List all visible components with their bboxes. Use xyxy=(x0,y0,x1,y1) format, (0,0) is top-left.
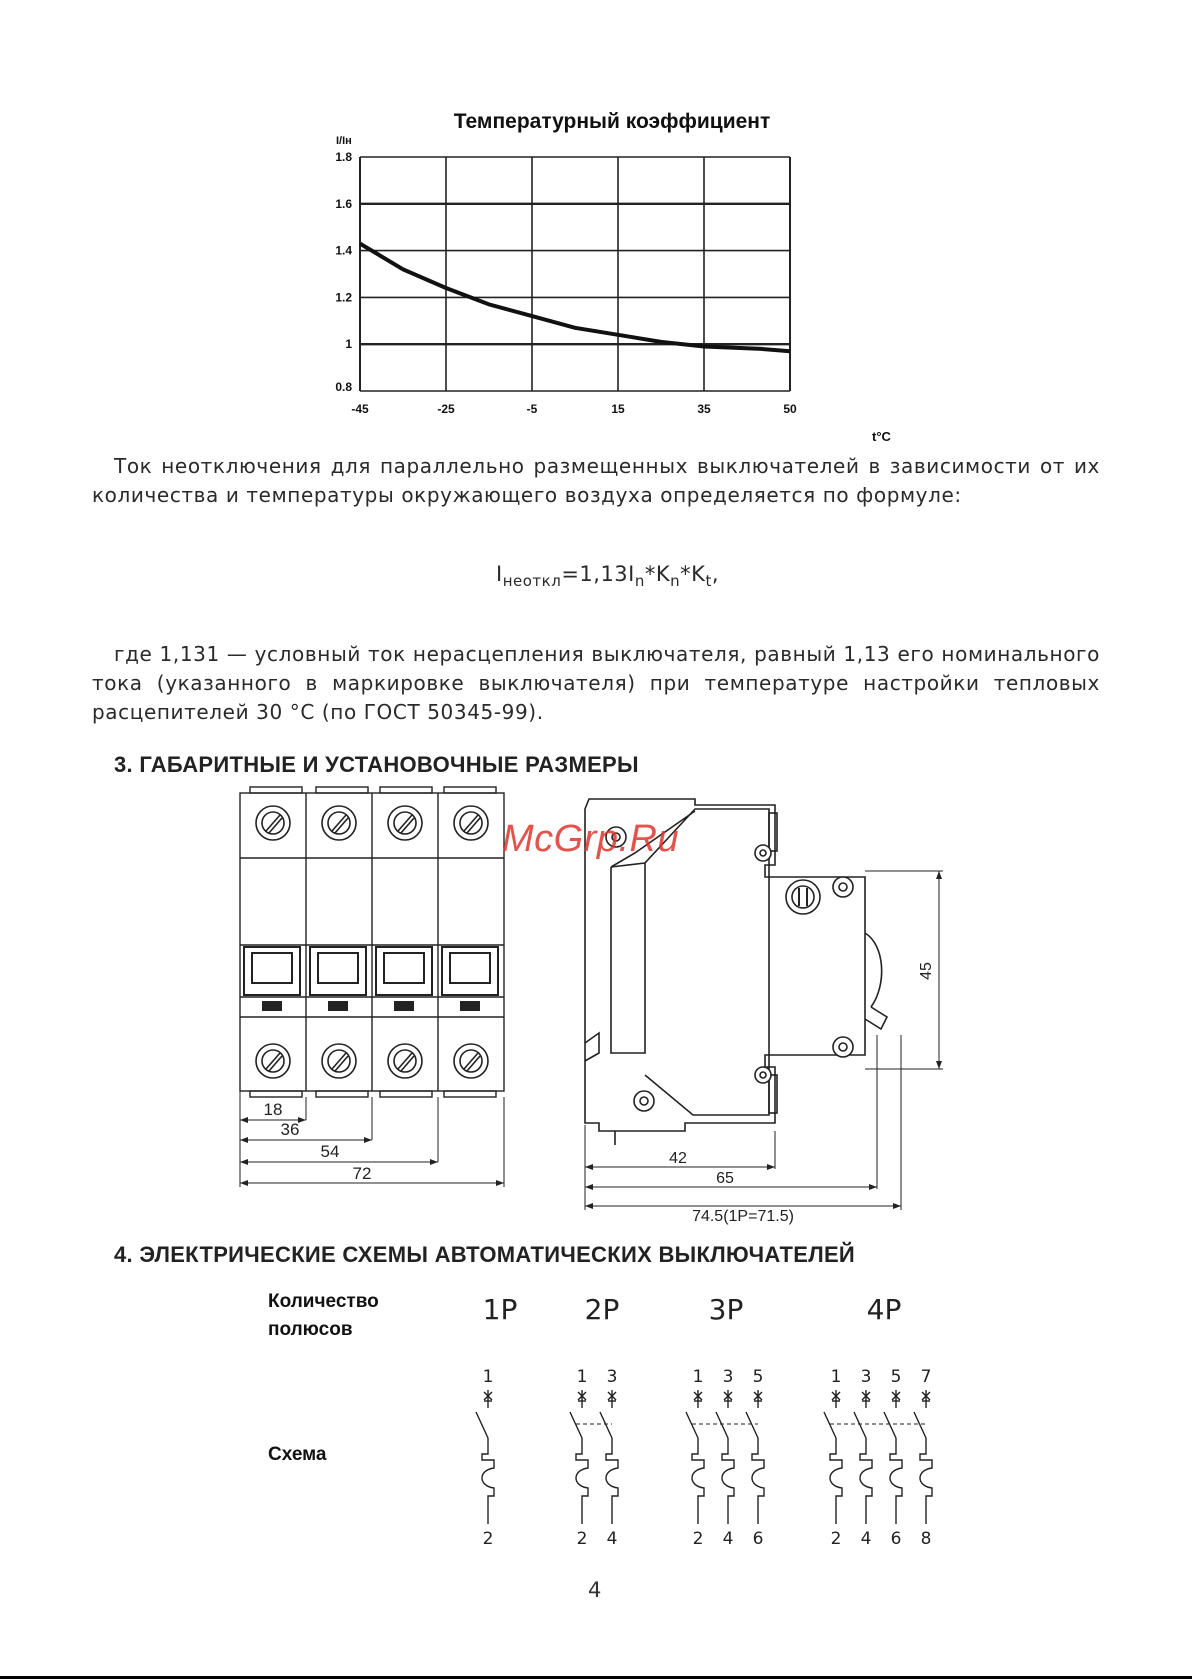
scheme-label: Схема xyxy=(268,1444,327,1465)
y-tick-label: 1.6 xyxy=(335,196,352,211)
dim-74-5: 74.5(1P=71.5) xyxy=(692,1208,794,1225)
terminal-number-bottom: 4 xyxy=(722,1529,734,1549)
x-tick-label: -25 xyxy=(437,402,455,416)
header-4p: 4P xyxy=(866,1293,902,1326)
release-coil xyxy=(860,1438,872,1524)
terminal-number-top: 3 xyxy=(606,1367,618,1387)
switch-blade xyxy=(746,1412,758,1438)
x-axis-label: t°C xyxy=(872,429,891,444)
x-tick-label: 35 xyxy=(697,402,711,416)
terminal-number-top: 1 xyxy=(576,1367,588,1387)
terminal-number-bottom: 2 xyxy=(692,1529,704,1549)
x-tick-label: -5 xyxy=(526,402,538,416)
dim-18: 18 xyxy=(263,1100,283,1119)
release-coil xyxy=(830,1438,842,1524)
release-coil xyxy=(606,1438,618,1524)
terminal-number-top: 5 xyxy=(890,1367,902,1387)
terminal-number-bottom: 6 xyxy=(890,1529,902,1549)
heading-schemes: 4. ЭЛЕКТРИЧЕСКИЕ СХЕМЫ АВТОМАТИЧЕСКИХ ВЫКЛЮЧАТЕЛЕЙ xyxy=(114,1242,856,1267)
formula: $I_{неоткл}=1,13I_n*K_n*K_t$, xyxy=(496,562,720,591)
switch-blade xyxy=(914,1412,926,1438)
paragraph-nontrip-current: Ток неотключения для параллельно размещенных выключателей в зависимости от их количества и температуры окружающего воздуха определяется по формуле: xyxy=(92,454,1100,507)
y-tick-label: 1.8 xyxy=(335,150,352,164)
dim-72: 72 xyxy=(352,1164,372,1183)
terminal-number-top: 3 xyxy=(722,1367,734,1387)
terminal-number-bottom: 4 xyxy=(606,1529,618,1549)
switch-blade xyxy=(884,1412,896,1438)
release-coil xyxy=(482,1438,494,1524)
y-tick-label: 0.8 xyxy=(335,380,352,394)
terminal-number-top: 3 xyxy=(860,1367,872,1387)
switch-blade xyxy=(476,1412,488,1438)
dim-42: 42 xyxy=(669,1150,687,1167)
header-2p: 2P xyxy=(584,1293,620,1326)
release-coil xyxy=(576,1438,588,1524)
switch-blade xyxy=(570,1412,582,1438)
front-view-drawing xyxy=(230,785,520,1195)
x-tick-label: 50 xyxy=(783,402,797,416)
x-tick-label: 15 xyxy=(611,402,625,416)
terminal-number-top: 1 xyxy=(692,1367,704,1387)
switch-blade xyxy=(824,1412,836,1438)
terminal-number-top: 1 xyxy=(830,1367,842,1387)
scheme-poles xyxy=(476,1390,932,1524)
release-coil xyxy=(692,1438,704,1524)
terminal-number-bottom: 2 xyxy=(576,1529,588,1549)
header-1p: 1P xyxy=(482,1293,518,1326)
paragraph-formula-explanation: где 1,131 — условный ток нерасцепления выключателя, равный 1,13 его номинального тока (указанного в маркировке выключателя) при температуре настройки тепловых расцепителей 30 °С (по ГОСТ 50345-99). xyxy=(92,642,1100,724)
switch-blade xyxy=(854,1412,866,1438)
dim-65: 65 xyxy=(716,1170,734,1187)
terminal-number-bottom: 4 xyxy=(860,1529,872,1549)
terminal-number-bottom: 8 xyxy=(920,1529,932,1549)
x-tick-labels xyxy=(351,402,797,416)
dim-45: 45 xyxy=(918,962,935,980)
switch-blade xyxy=(716,1412,728,1438)
terminal-number-top: 7 xyxy=(920,1367,932,1387)
y-tick-label: 1.2 xyxy=(335,290,352,305)
release-coil xyxy=(920,1438,932,1524)
terminal-number-bottom: 2 xyxy=(830,1529,842,1549)
switch-blade xyxy=(686,1412,698,1438)
poles-label-line2: полюсов xyxy=(268,1319,353,1340)
heading-dimensions: 3. ГАБАРИТНЫЕ И УСТАНОВОЧНЫЕ РАЗМЕРЫ xyxy=(114,752,639,777)
release-coil xyxy=(890,1438,902,1524)
watermark: McGrp.Ru xyxy=(502,818,680,860)
release-coil xyxy=(752,1438,764,1524)
x-tick-label: -45 xyxy=(351,402,369,416)
terminal-number-top: 5 xyxy=(752,1367,764,1387)
dim-54: 54 xyxy=(320,1142,340,1161)
y-tick-labels xyxy=(335,150,352,394)
switch-blade xyxy=(600,1412,612,1438)
terminal-number-bottom: 2 xyxy=(482,1529,494,1549)
y-tick-label: 1.4 xyxy=(335,243,352,258)
y-axis-label: I/Iн xyxy=(336,135,352,147)
terminal-number-top: 1 xyxy=(482,1367,494,1387)
chart-title: Температурный коэффициент xyxy=(453,110,771,133)
chart-grid xyxy=(360,157,790,391)
release-coil xyxy=(722,1438,734,1524)
dim-36: 36 xyxy=(280,1120,300,1139)
temperature-coefficient-chart xyxy=(300,100,920,450)
page-number: 4 xyxy=(588,1578,602,1602)
poles-label-line1: Количество xyxy=(268,1291,379,1312)
wiring-schemes xyxy=(260,1280,960,1560)
header-3p: 3P xyxy=(708,1293,744,1326)
terminal-number-bottom: 6 xyxy=(752,1529,764,1549)
y-tick-label: 1 xyxy=(345,337,352,352)
